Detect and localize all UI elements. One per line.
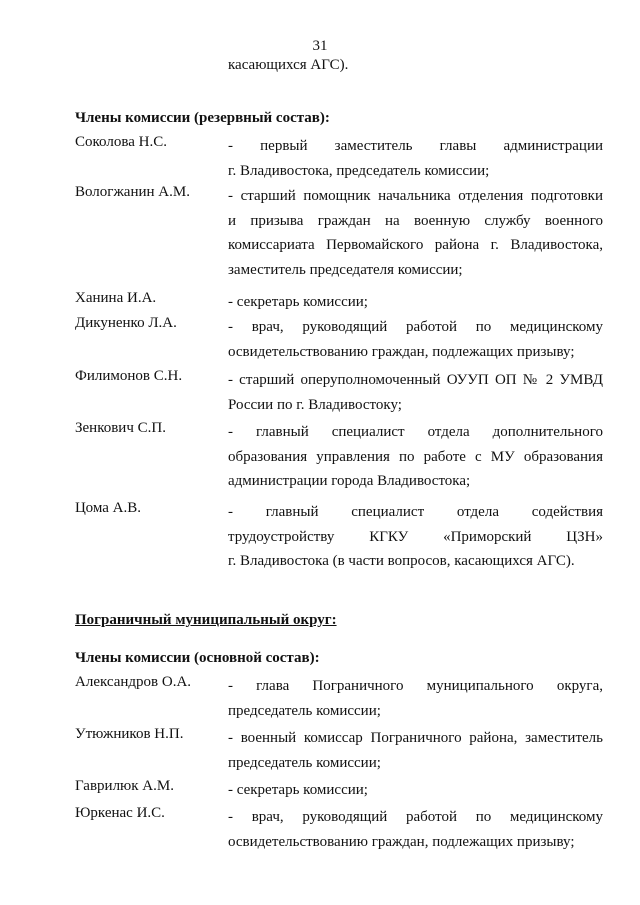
section-heading-main: Члены комиссии (основной состав): <box>75 650 320 666</box>
member-role: - главный специалист отдела содействия трудоустройству КГКУ «Приморский ЦЗН» г. Владивостока (в части вопросов, касающихся АГС). <box>228 504 603 569</box>
district-heading: Пограничный муниципальный округ: <box>75 612 337 628</box>
member-name: Цома А.В. <box>75 500 141 516</box>
member-name: Вологжанин А.М. <box>75 184 190 200</box>
continuation-text: касающихся АГС). <box>228 57 349 73</box>
member-entry <box>75 315 603 364</box>
member-role: - секретарь комиссии; <box>228 294 368 310</box>
member-entry <box>75 674 603 723</box>
member-name: Юркенас И.С. <box>75 805 165 821</box>
page-number: 31 <box>312 38 328 54</box>
member-name: Ханина И.А. <box>75 290 157 306</box>
member-entry <box>75 726 603 775</box>
member-role: - врач, руководящий работой по медицинскому освидетельствованию граждан, подлежащих призыву; <box>228 319 603 360</box>
section-heading-reserve: Члены комиссии (резервный состав): <box>75 110 330 126</box>
member-entry <box>75 368 603 417</box>
member-entry <box>75 290 603 315</box>
member-name: Дикуненко Л.А. <box>75 315 177 331</box>
member-role: - военный комиссар Пограничного района, заместитель председатель комиссии; <box>228 730 603 771</box>
member-entry <box>75 184 603 282</box>
member-name: Соколова Н.С. <box>75 134 167 150</box>
member-name: Александров О.А. <box>75 674 192 690</box>
member-role: - глава Пограничного муниципального округа, председатель комиссии; <box>228 678 603 719</box>
member-role: - главный специалист отдела дополнительного образования управления по работе с МУ образования администрации города Владивостока; <box>228 424 603 489</box>
member-name: Гаврилюк А.М. <box>75 778 174 794</box>
member-name: Зенкович С.П. <box>75 420 166 436</box>
member-entry <box>75 134 603 183</box>
member-role: - старший оперуполномоченный ОУУП ОП № 2 УМВД России по г. Владивостоку; <box>228 372 603 413</box>
member-entry <box>75 778 603 803</box>
member-role: - секретарь комиссии; <box>228 782 368 798</box>
member-role: - первый заместитель главы администрации г. Владивостока, председатель комиссии; <box>228 138 603 179</box>
member-role: - врач, руководящий работой по медицинскому освидетельствованию граждан, подлежащих призыву; <box>228 809 603 850</box>
member-role: - старший помощник начальника отделения подготовки и призыва граждан на военную службу военного комиссариата Первомайского района г. Владивостока, заместитель председателя комиссии; <box>228 188 603 278</box>
member-entry <box>75 420 603 494</box>
member-entry <box>75 500 603 574</box>
member-name: Утюжников Н.П. <box>75 726 184 742</box>
member-name: Филимонов С.Н. <box>75 368 183 384</box>
member-entry <box>75 805 603 854</box>
